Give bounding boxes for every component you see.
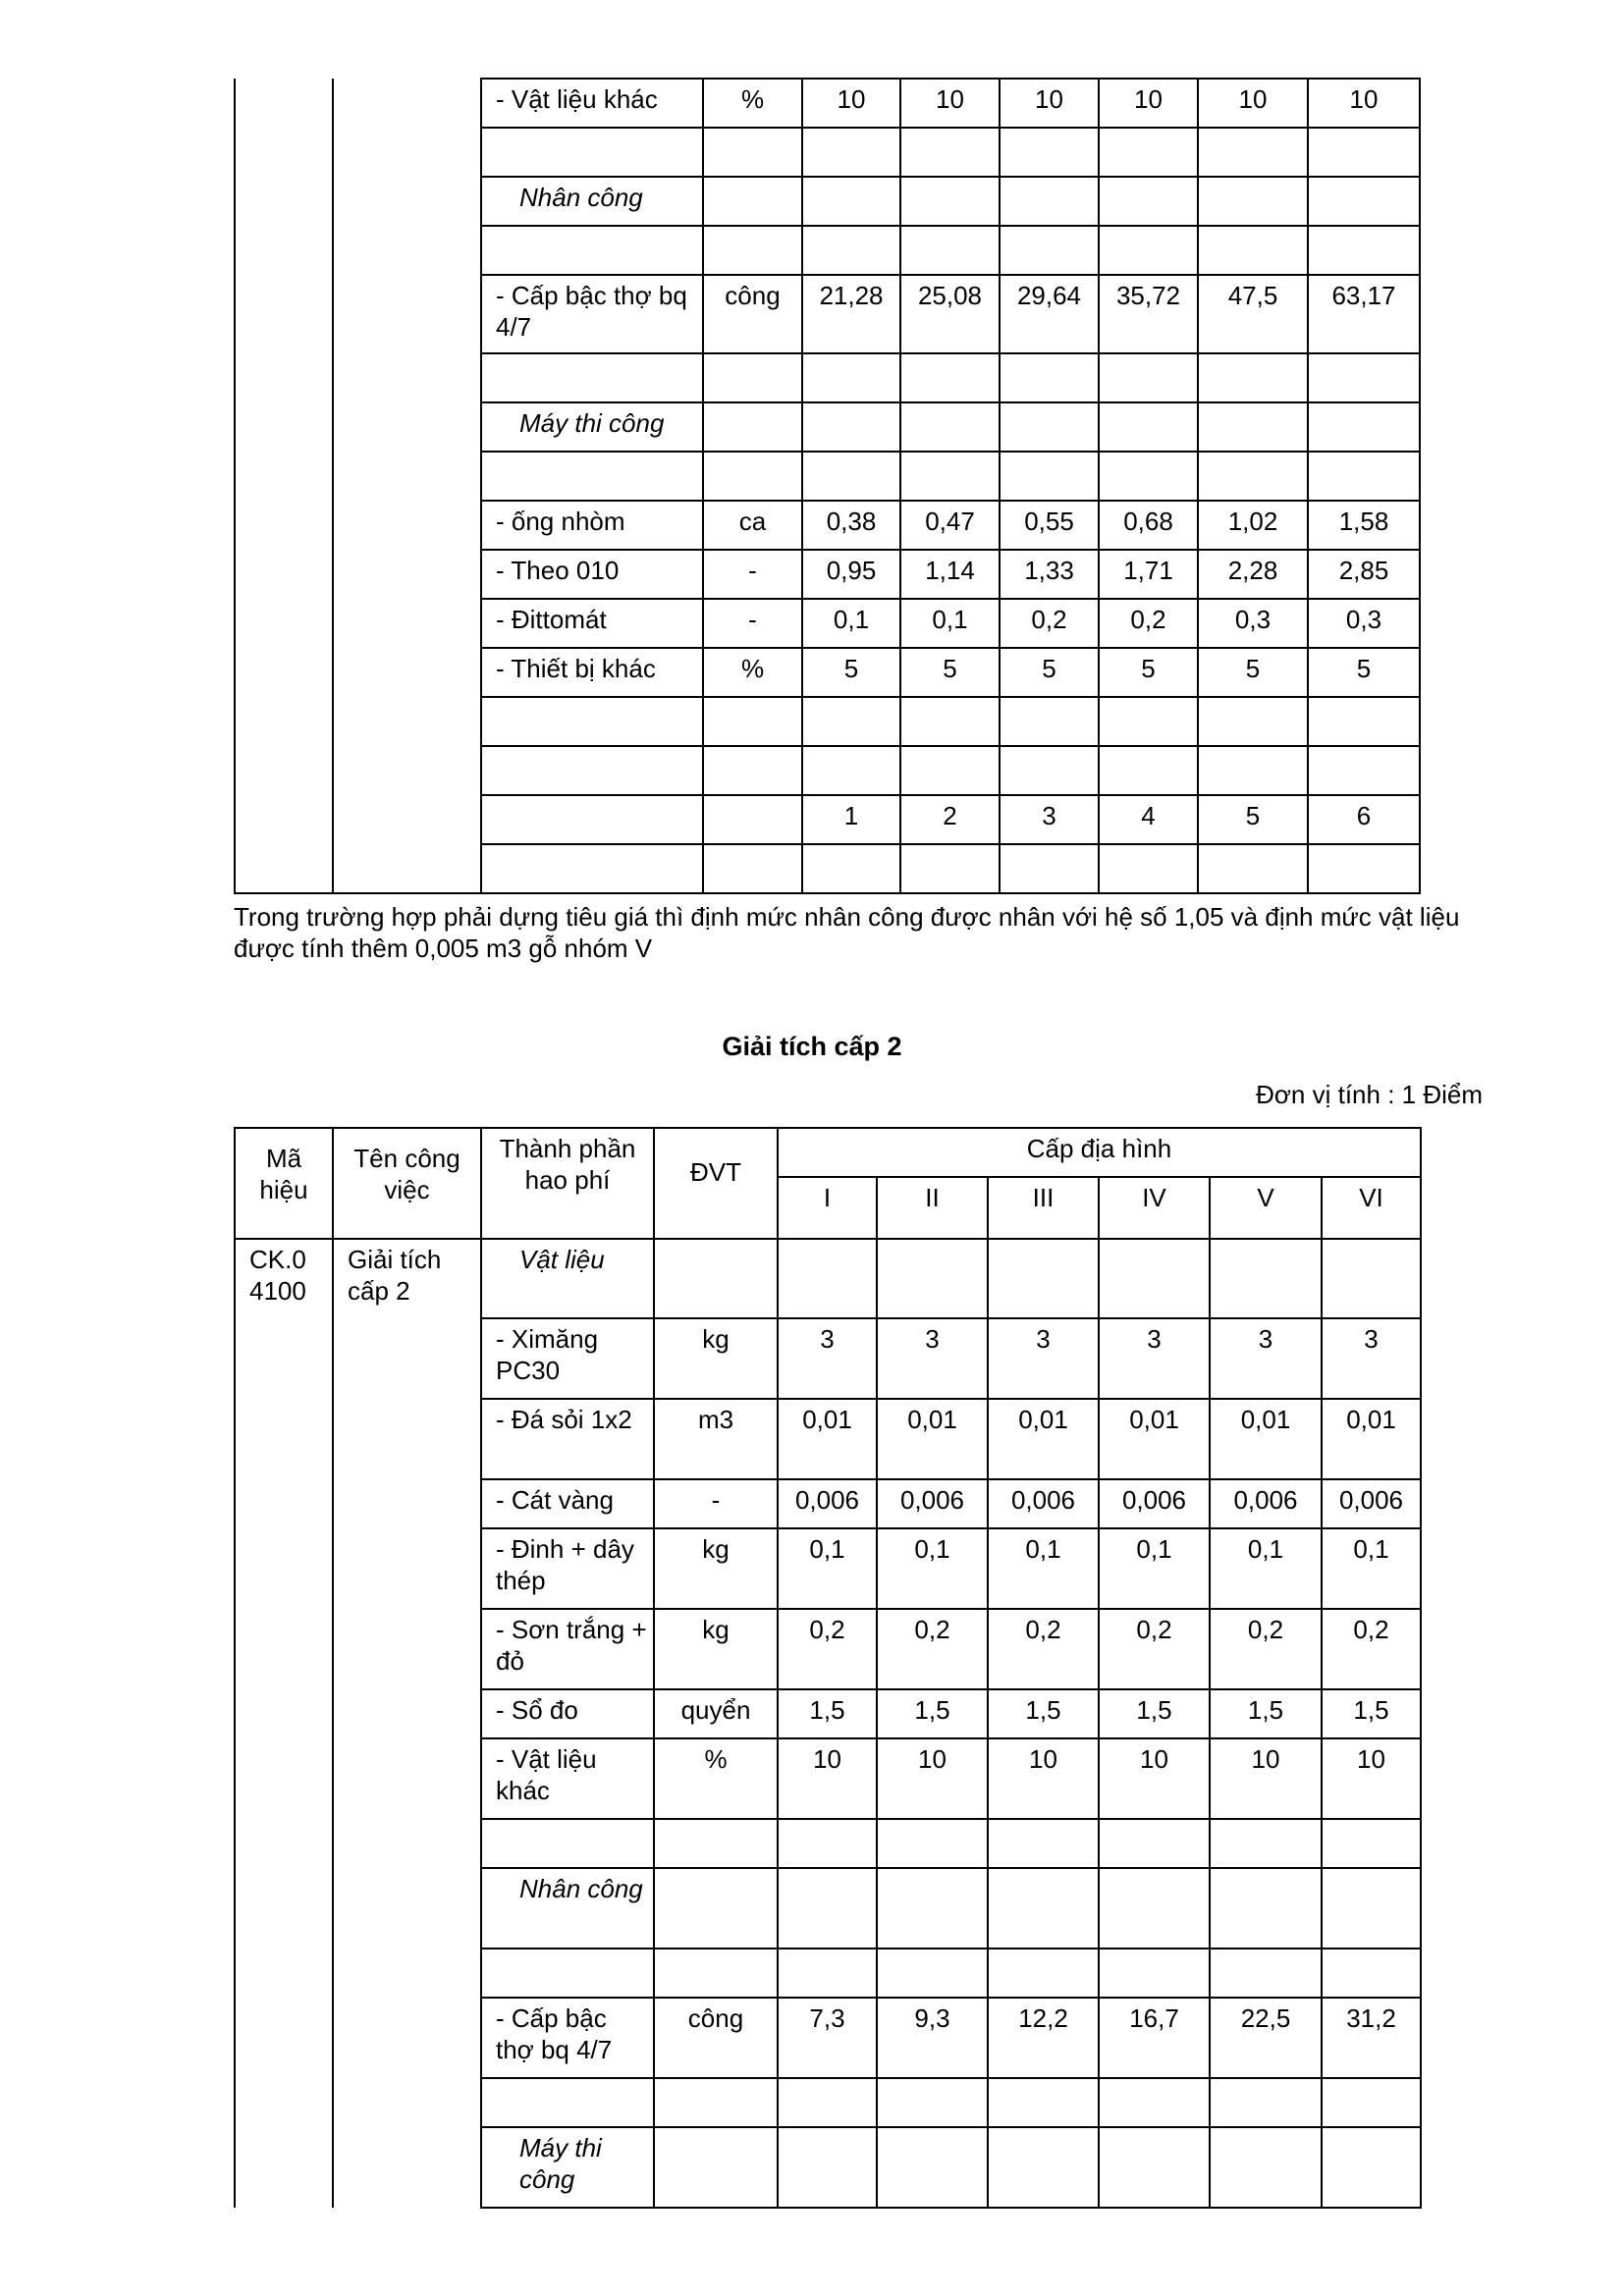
value-cell: 10 xyxy=(778,1738,877,1819)
empty-cell xyxy=(703,795,802,844)
empty-cell xyxy=(1210,1819,1322,1868)
empty-cell xyxy=(1210,1239,1322,1318)
empty-cell xyxy=(900,452,1000,501)
value-cell: 1,5 xyxy=(988,1689,1099,1738)
empty-cell xyxy=(1000,128,1099,177)
empty-cell xyxy=(654,2127,778,2208)
value-cell: 0,006 xyxy=(877,1479,988,1528)
component-cell: - Sổ đo xyxy=(481,1689,654,1738)
unit-cell: quyển xyxy=(654,1689,778,1738)
value-cell: 0,1 xyxy=(1210,1528,1322,1609)
value-cell: 5 xyxy=(1308,648,1420,697)
component-cell: - Sơn trắng + đỏ xyxy=(481,1609,654,1689)
value-cell: 0,01 xyxy=(1210,1399,1322,1479)
value-cell: 3 xyxy=(1322,1318,1421,1399)
value-cell: 10 xyxy=(900,79,1000,128)
value-cell: 0,55 xyxy=(1000,501,1099,550)
value-cell: 5 xyxy=(1099,648,1198,697)
value-cell: 10 xyxy=(1322,1738,1421,1819)
empty-cell xyxy=(1322,1819,1421,1868)
value-cell: 0,2 xyxy=(988,1609,1099,1689)
header-work: Tên công việc xyxy=(333,1128,481,1239)
unit-cell: công xyxy=(654,1998,778,2078)
component-cell: - Cấp bậc thợ bq 4/7 xyxy=(481,1998,654,2078)
value-cell: 10 xyxy=(802,79,900,128)
empty-cell xyxy=(802,697,900,746)
empty-cell xyxy=(802,226,900,275)
empty-cell xyxy=(703,697,802,746)
header-component: Thành phần hao phí xyxy=(481,1128,654,1239)
empty-cell xyxy=(1099,697,1198,746)
unit-cell: công xyxy=(703,275,802,353)
note-paragraph: Trong trường hợp phải dựng tiêu giá thì định mức nhân công được nhân với hệ số 1,05 và định mức vật liệu được tính thêm 0,005 m3 gỗ nhóm V xyxy=(234,902,1460,963)
empty-cell xyxy=(481,697,703,746)
empty-cell xyxy=(481,452,703,501)
value-cell: 5 xyxy=(1000,648,1099,697)
empty-cell xyxy=(1322,1868,1421,1949)
value-cell: 0,1 xyxy=(1322,1528,1421,1609)
empty-cell xyxy=(988,2078,1099,2127)
empty-cell xyxy=(1099,177,1198,226)
value-cell: 12,2 xyxy=(988,1998,1099,2078)
code-cell: CK.0 4100 xyxy=(235,1239,333,2208)
header-level: III xyxy=(988,1177,1099,1239)
empty-cell xyxy=(1000,353,1099,402)
empty-cell xyxy=(1000,402,1099,452)
value-cell: 1,58 xyxy=(1308,501,1420,550)
value-cell: 2,28 xyxy=(1198,550,1308,599)
empty-cell xyxy=(900,402,1000,452)
empty-cell xyxy=(703,402,802,452)
unit-cell: kg xyxy=(654,1528,778,1609)
value-cell: 10 xyxy=(1198,79,1308,128)
unit-cell: ca xyxy=(703,501,802,550)
value-cell: 1,5 xyxy=(1322,1689,1421,1738)
value-cell: 0,1 xyxy=(988,1528,1099,1609)
empty-cell xyxy=(1099,402,1198,452)
unit-cell: % xyxy=(703,79,802,128)
empty-cell xyxy=(988,1868,1099,1949)
empty-cell xyxy=(802,746,900,795)
empty-cell xyxy=(1210,2078,1322,2127)
component-cell: - Theo 010 xyxy=(481,550,703,599)
value-cell: 2,85 xyxy=(1308,550,1420,599)
empty-cell xyxy=(1000,226,1099,275)
empty-cell xyxy=(802,353,900,402)
value-cell: 3 xyxy=(877,1318,988,1399)
empty-cell xyxy=(900,177,1000,226)
component-cell: - Cát vàng xyxy=(481,1479,654,1528)
empty-cell xyxy=(1099,2078,1210,2127)
section-label: Máy thi công xyxy=(481,402,703,452)
section-label: Nhân công xyxy=(481,177,703,226)
empty-cell xyxy=(900,844,1000,893)
empty-cell xyxy=(1000,697,1099,746)
header-level: IV xyxy=(1099,1177,1210,1239)
value-cell: 9,3 xyxy=(877,1998,988,2078)
table-row xyxy=(235,79,1420,128)
header-level: VI xyxy=(1322,1177,1421,1239)
empty-cell xyxy=(1210,2127,1322,2208)
empty-cell xyxy=(1198,844,1308,893)
empty-cell xyxy=(802,844,900,893)
empty-cell xyxy=(1198,746,1308,795)
empty-cell xyxy=(1322,1239,1421,1318)
value-cell: 35,72 xyxy=(1099,275,1198,353)
value-cell: 0,2 xyxy=(1099,599,1198,648)
value-cell: 1,02 xyxy=(1198,501,1308,550)
empty-cell xyxy=(1322,2127,1421,2208)
section-label: Nhân công xyxy=(481,1868,654,1949)
empty-cell xyxy=(1000,746,1099,795)
empty-cell xyxy=(988,1819,1099,1868)
value-cell: 10 xyxy=(1099,1738,1210,1819)
value-cell: 0,2 xyxy=(778,1609,877,1689)
value-cell: 7,3 xyxy=(778,1998,877,2078)
empty-cell xyxy=(1308,402,1420,452)
empty-cell xyxy=(481,128,703,177)
empty-cell xyxy=(481,226,703,275)
value-cell: 16,7 xyxy=(1099,1998,1210,2078)
value-cell: 0,006 xyxy=(778,1479,877,1528)
value-cell: 0,01 xyxy=(778,1399,877,1479)
empty-cell xyxy=(877,1949,988,1998)
unit-cell: kg xyxy=(654,1609,778,1689)
empty-cell xyxy=(654,1868,778,1949)
empty-cell xyxy=(1198,226,1308,275)
norms-table-level-2 xyxy=(234,1127,1422,2209)
value-cell: 0,3 xyxy=(1308,599,1420,648)
empty-cell xyxy=(1210,1949,1322,1998)
value-cell: 0,2 xyxy=(1099,1609,1210,1689)
empty-cell xyxy=(778,2127,877,2208)
value-cell: 1,14 xyxy=(900,550,1000,599)
empty-cell xyxy=(988,2127,1099,2208)
empty-cell xyxy=(778,2078,877,2127)
value-cell: 10 xyxy=(877,1738,988,1819)
empty-cell xyxy=(877,2078,988,2127)
empty-cell xyxy=(1198,697,1308,746)
value-cell: 3 xyxy=(988,1318,1099,1399)
table-row xyxy=(235,1239,1421,1318)
empty-cell xyxy=(877,1239,988,1318)
component-cell: - Cấp bậc thợ bq 4/7 xyxy=(481,275,703,353)
empty-cell xyxy=(1099,226,1198,275)
empty-cell xyxy=(1198,452,1308,501)
value-cell: 0,68 xyxy=(1099,501,1198,550)
empty-cell xyxy=(802,128,900,177)
column-index: 6 xyxy=(1308,795,1420,844)
empty-cell xyxy=(1322,2078,1421,2127)
value-cell: 5 xyxy=(802,648,900,697)
empty-cell xyxy=(481,1819,654,1868)
component-cell: - Thiết bị khác xyxy=(481,648,703,697)
value-cell: 0,2 xyxy=(1210,1609,1322,1689)
empty-cell xyxy=(1099,353,1198,402)
component-cell: - Ximăng PC30 xyxy=(481,1318,654,1399)
empty-cell xyxy=(1210,1868,1322,1949)
value-cell: 5 xyxy=(900,648,1000,697)
value-cell: 63,17 xyxy=(1308,275,1420,353)
component-cell: - Đá sỏi 1x2 xyxy=(481,1399,654,1479)
column-index: 2 xyxy=(900,795,1000,844)
column-index: 1 xyxy=(802,795,900,844)
value-cell: 0,2 xyxy=(1322,1609,1421,1689)
column-index: 5 xyxy=(1198,795,1308,844)
value-cell: 22,5 xyxy=(1210,1998,1322,2078)
value-cell: 29,64 xyxy=(1000,275,1099,353)
value-cell: 0,1 xyxy=(1099,1528,1210,1609)
unit-label: Đơn vị tính : 1 Điểm xyxy=(1256,1080,1483,1109)
empty-cell xyxy=(703,746,802,795)
empty-cell xyxy=(900,353,1000,402)
unit-cell: - xyxy=(703,550,802,599)
value-cell: 0,95 xyxy=(802,550,900,599)
empty-cell xyxy=(1308,697,1420,746)
empty-cell xyxy=(654,1819,778,1868)
empty-cell xyxy=(1099,844,1198,893)
value-cell: 0,006 xyxy=(1099,1479,1210,1528)
value-cell: 0,006 xyxy=(1322,1479,1421,1528)
value-cell: 1,33 xyxy=(1000,550,1099,599)
empty-cell xyxy=(900,128,1000,177)
empty-cell xyxy=(481,1949,654,1998)
empty-cell xyxy=(1198,353,1308,402)
empty-cell xyxy=(988,1239,1099,1318)
value-cell: 10 xyxy=(1000,79,1099,128)
header-unit: ĐVT xyxy=(654,1128,778,1239)
header-terrain: Cấp địa hình xyxy=(778,1128,1421,1177)
value-cell: 10 xyxy=(988,1738,1099,1819)
value-cell: 0,01 xyxy=(988,1399,1099,1479)
empty-cell xyxy=(1322,1949,1421,1998)
empty-cell xyxy=(778,1949,877,1998)
empty-cell xyxy=(1099,128,1198,177)
value-cell: 1,5 xyxy=(877,1689,988,1738)
unit-cell: m3 xyxy=(654,1399,778,1479)
value-cell: 0,38 xyxy=(802,501,900,550)
value-cell: 10 xyxy=(1308,79,1420,128)
empty-cell xyxy=(1099,452,1198,501)
empty-cell xyxy=(481,844,703,893)
empty-cell xyxy=(481,795,703,844)
value-cell: 0,3 xyxy=(1198,599,1308,648)
section-label: Máy thi công xyxy=(481,2127,654,2208)
empty-cell xyxy=(1099,1949,1210,1998)
empty-cell xyxy=(778,1868,877,1949)
empty-cell xyxy=(1099,1868,1210,1949)
header-level: II xyxy=(877,1177,988,1239)
value-cell: 1,71 xyxy=(1099,550,1198,599)
component-cell: - Vật liệu khác xyxy=(481,1738,654,1819)
empty-cell xyxy=(900,697,1000,746)
header-code: Mã hiệu xyxy=(235,1128,333,1239)
empty-cell xyxy=(877,1819,988,1868)
empty-cell xyxy=(1308,177,1420,226)
value-cell: 1,5 xyxy=(778,1689,877,1738)
empty-cell xyxy=(703,452,802,501)
value-cell: 0,2 xyxy=(1000,599,1099,648)
empty-cell xyxy=(1198,177,1308,226)
unit-cell: % xyxy=(703,648,802,697)
empty-cell xyxy=(988,1949,1099,1998)
header-level: V xyxy=(1210,1177,1322,1239)
component-cell: - Đittomát xyxy=(481,599,703,648)
column-index: 4 xyxy=(1099,795,1198,844)
value-cell: 0,006 xyxy=(1210,1479,1322,1528)
empty-cell xyxy=(1000,177,1099,226)
value-cell: 10 xyxy=(1210,1738,1322,1819)
value-cell: 0,01 xyxy=(1322,1399,1421,1479)
empty-cell xyxy=(654,2078,778,2127)
value-cell: 0,2 xyxy=(877,1609,988,1689)
component-cell: - Đinh + dây thép xyxy=(481,1528,654,1609)
value-cell: 0,006 xyxy=(988,1479,1099,1528)
empty-cell xyxy=(481,746,703,795)
empty-cell xyxy=(802,402,900,452)
work-cell xyxy=(333,79,481,893)
value-cell: 1,5 xyxy=(1099,1689,1210,1738)
value-cell: 21,28 xyxy=(802,275,900,353)
value-cell: 3 xyxy=(1099,1318,1210,1399)
unit-cell: - xyxy=(654,1479,778,1528)
empty-cell xyxy=(900,746,1000,795)
empty-cell xyxy=(802,177,900,226)
empty-cell xyxy=(900,226,1000,275)
value-cell: 0,1 xyxy=(877,1528,988,1609)
value-cell: 0,47 xyxy=(900,501,1000,550)
empty-cell xyxy=(877,1868,988,1949)
component-cell: - ống nhòm xyxy=(481,501,703,550)
value-cell: 31,2 xyxy=(1322,1998,1421,2078)
empty-cell xyxy=(1198,128,1308,177)
empty-cell xyxy=(1000,452,1099,501)
empty-cell xyxy=(877,2127,988,2208)
value-cell: 47,5 xyxy=(1198,275,1308,353)
empty-cell xyxy=(1198,402,1308,452)
value-cell: 1,5 xyxy=(1210,1689,1322,1738)
header-level: I xyxy=(778,1177,877,1239)
value-cell: 0,01 xyxy=(877,1399,988,1479)
empty-cell xyxy=(1308,844,1420,893)
norms-table-continued xyxy=(234,78,1421,894)
section-title: Giải tích cấp 2 xyxy=(722,1032,902,1061)
value-cell: 25,08 xyxy=(900,275,1000,353)
empty-cell xyxy=(703,353,802,402)
empty-cell xyxy=(703,128,802,177)
value-cell: 5 xyxy=(1198,648,1308,697)
unit-cell: - xyxy=(703,599,802,648)
empty-cell xyxy=(1308,452,1420,501)
section-label: Vật liệu xyxy=(481,1239,654,1318)
code-cell xyxy=(235,79,333,893)
value-cell: 0,01 xyxy=(1099,1399,1210,1479)
empty-cell xyxy=(703,177,802,226)
empty-cell xyxy=(481,353,703,402)
empty-cell xyxy=(703,844,802,893)
empty-cell xyxy=(778,1819,877,1868)
empty-cell xyxy=(1099,1239,1210,1318)
empty-cell xyxy=(1099,2127,1210,2208)
value-cell: 10 xyxy=(1099,79,1198,128)
value-cell: 0,1 xyxy=(900,599,1000,648)
value-cell: 3 xyxy=(778,1318,877,1399)
component-cell: - Vật liệu khác xyxy=(481,79,703,128)
value-cell: 0,1 xyxy=(802,599,900,648)
work-cell: Giải tích cấp 2 xyxy=(333,1239,481,2208)
empty-cell xyxy=(1099,746,1198,795)
empty-cell xyxy=(802,452,900,501)
empty-cell xyxy=(1099,1819,1210,1868)
empty-cell xyxy=(703,226,802,275)
empty-cell xyxy=(1308,128,1420,177)
empty-cell xyxy=(1308,226,1420,275)
column-index: 3 xyxy=(1000,795,1099,844)
empty-cell xyxy=(654,1949,778,1998)
empty-cell xyxy=(654,1239,778,1318)
empty-cell xyxy=(481,2078,654,2127)
unit-cell: % xyxy=(654,1738,778,1819)
unit-cell: kg xyxy=(654,1318,778,1399)
empty-cell xyxy=(1308,353,1420,402)
empty-cell xyxy=(778,1239,877,1318)
empty-cell xyxy=(1308,746,1420,795)
value-cell: 3 xyxy=(1210,1318,1322,1399)
value-cell: 0,1 xyxy=(778,1528,877,1609)
empty-cell xyxy=(1000,844,1099,893)
